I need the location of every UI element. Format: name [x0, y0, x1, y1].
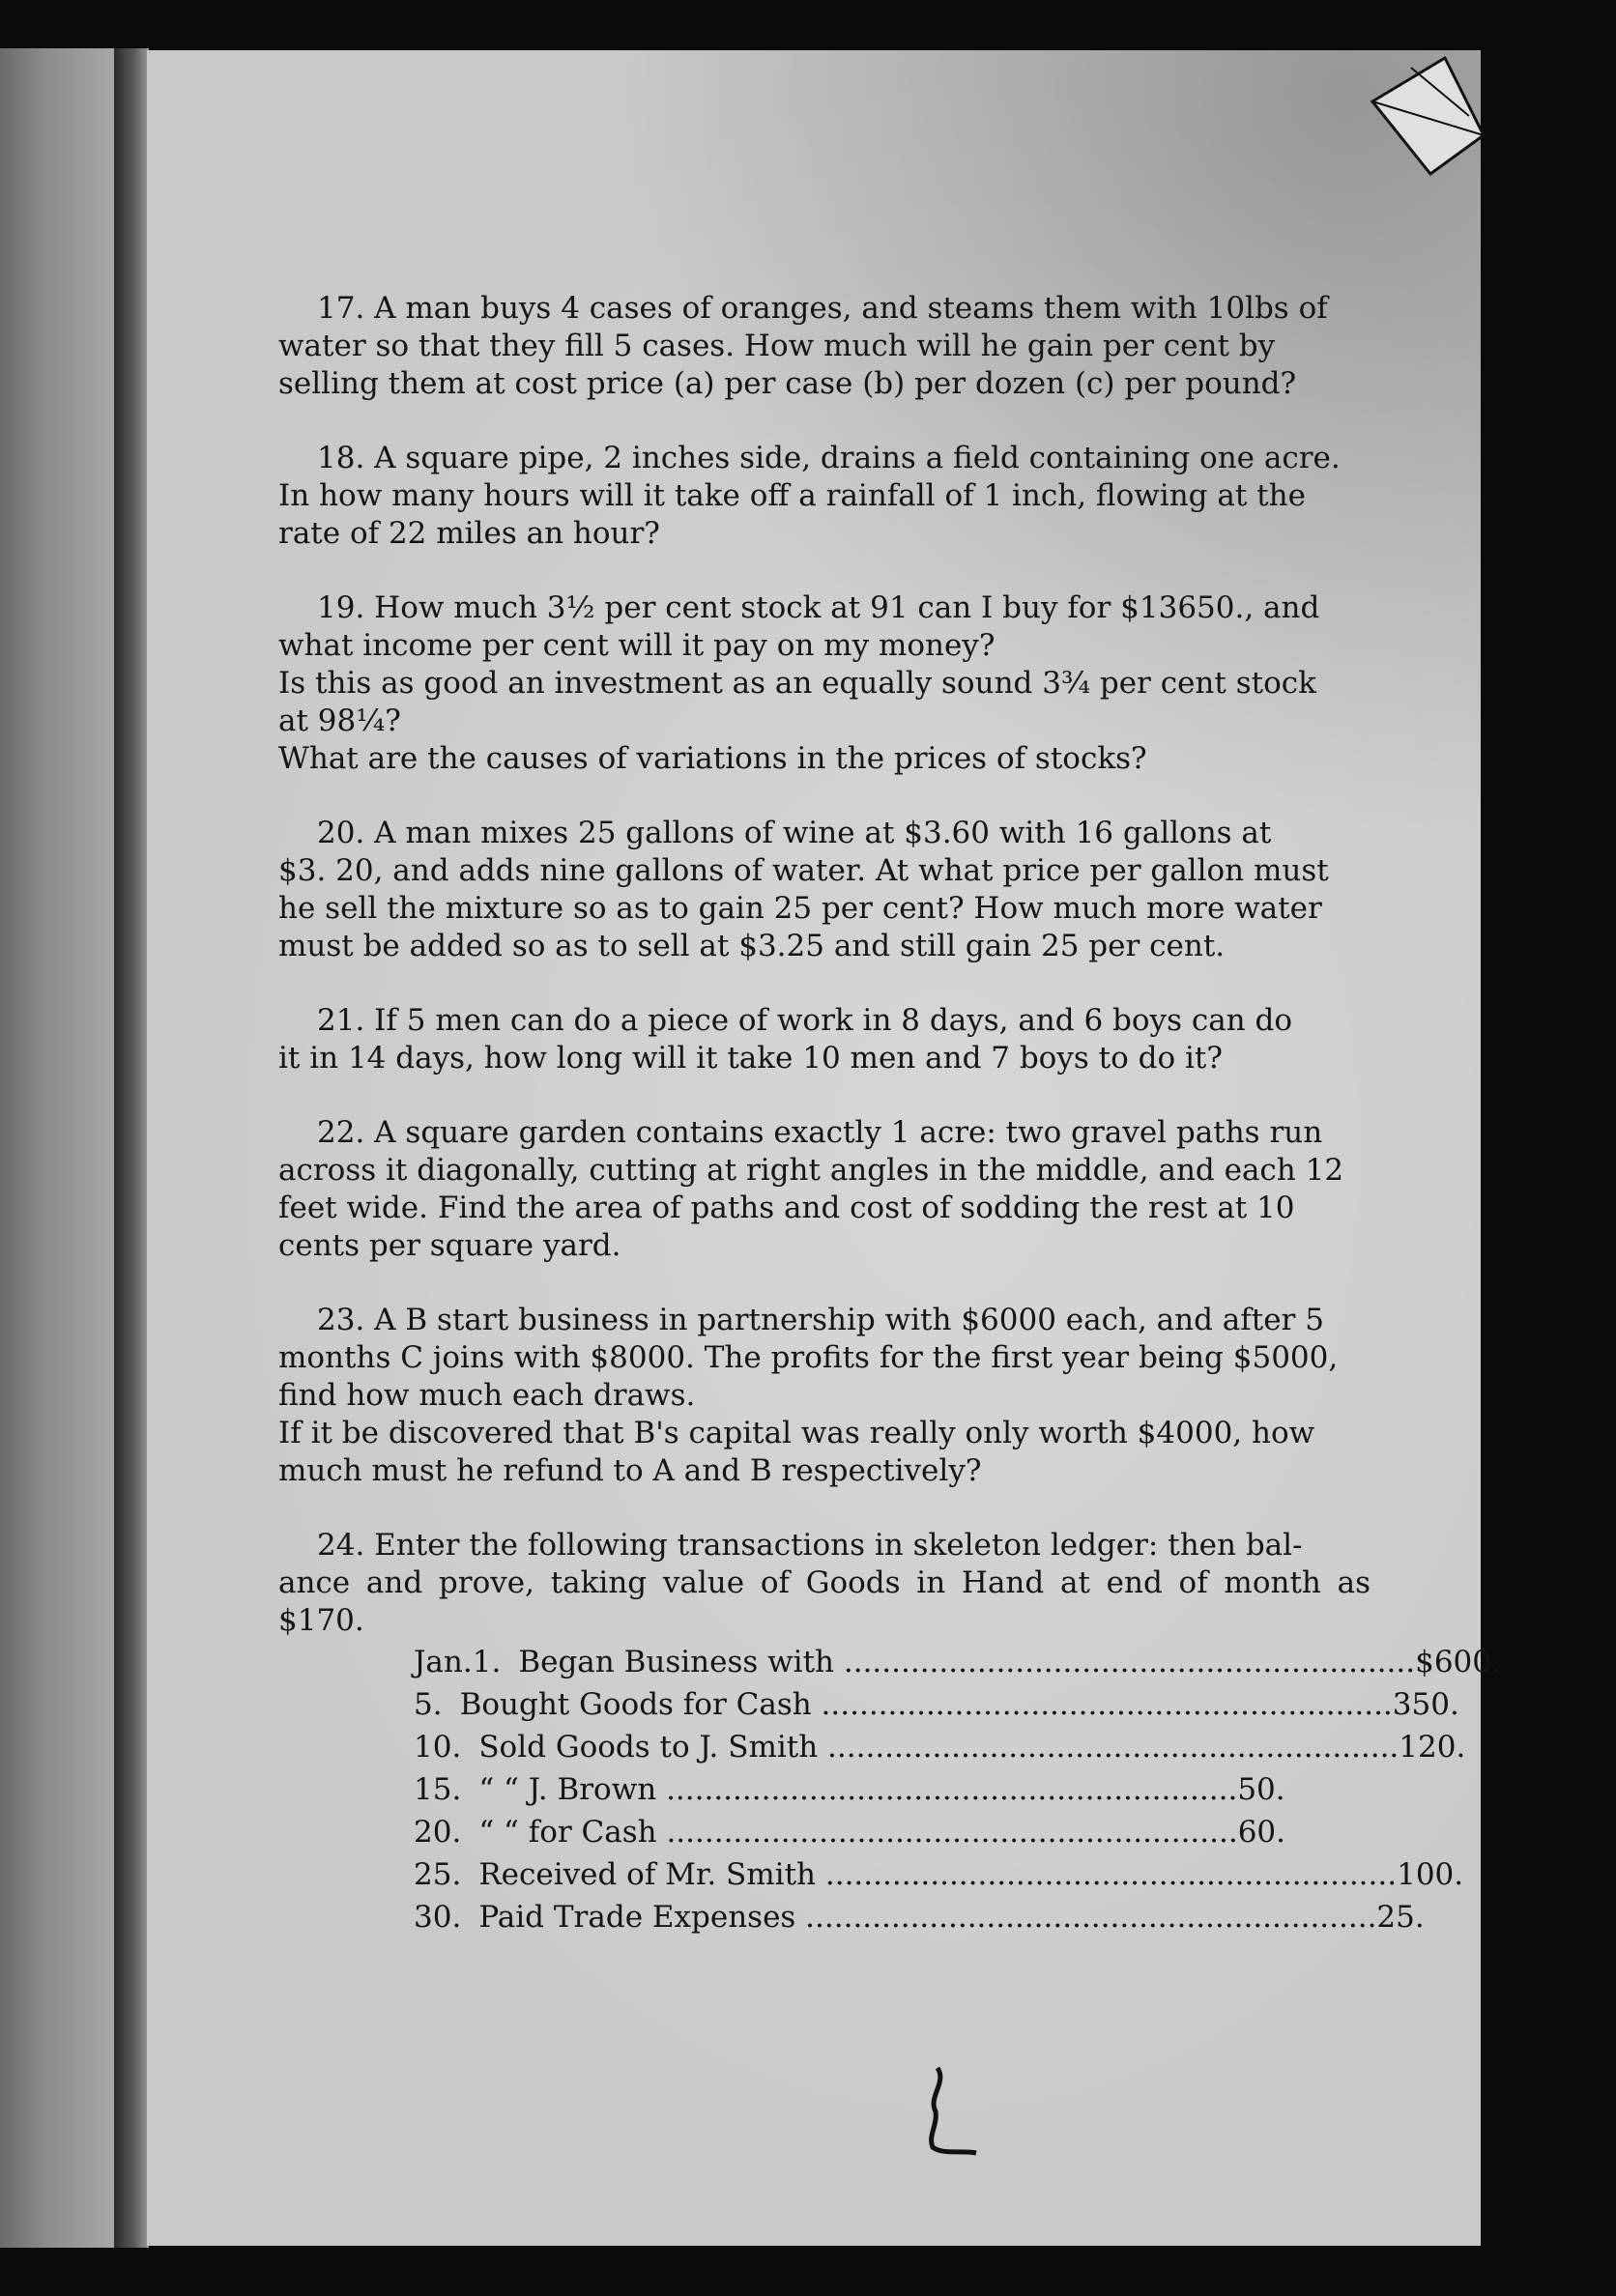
ledger-description: Sold Goods to J. Smith ............................................................ [478, 1730, 1400, 1765]
question-24 [278, 1527, 1501, 1941]
question-17 [278, 290, 1371, 403]
problem-list [278, 290, 1501, 1978]
question-text: $3. 20, and adds nine gallons of water. At what price per gallon must [278, 853, 1329, 888]
question-text: cents per square yard. [278, 1228, 621, 1263]
question-text: find how much each draws. [278, 1378, 696, 1413]
question-text: If it be discovered that B's capital was really only worth $4000, how [278, 1416, 1315, 1450]
question-text: A man mixes 25 gallons of wine at $3.60 with 16 gallons at [374, 816, 1272, 850]
question-number: 20. [317, 816, 365, 850]
ledger-transactions [414, 1644, 1501, 1941]
question-number: 24. [317, 1528, 365, 1563]
question-number: 22. [317, 1115, 365, 1150]
question-number: 23. [317, 1303, 365, 1337]
ledger-row [414, 1899, 1425, 1941]
book-gutter [114, 48, 149, 2248]
folded-corner-icon [1314, 48, 1488, 184]
question-text: In how many hours will it take off a rainfall of 1 inch, flowing at the [278, 478, 1306, 513]
question-text: What are the causes of variations in the prices of stocks? [278, 741, 1147, 776]
ledger-row [414, 1814, 1286, 1856]
question-18 [278, 440, 1371, 553]
question-text: rate of 22 miles an hour? [278, 516, 660, 551]
question-text: water so that they fill 5 cases. How much will he gain per cent by [278, 329, 1276, 363]
ledger-day: 15. [414, 1772, 462, 1807]
question-text: feet wide. Find the area of paths and cost of sodding the rest at 10 [278, 1191, 1295, 1225]
question-20 [278, 815, 1371, 965]
question-text: A square pipe, 2 inches side, drains a field containing one acre. [374, 441, 1341, 475]
question-text: Enter the following transactions in skeleton ledger: then bal- [374, 1528, 1303, 1563]
question-text: If 5 men can do a piece of work in 8 days, and 6 boys can do [374, 1003, 1293, 1038]
question-text: at 98¼? [278, 703, 401, 738]
question-21 [278, 1002, 1371, 1077]
ledger-amount: 25. [1376, 1900, 1425, 1935]
ledger-description: Paid Trade Expenses ............................................................ [478, 1900, 1377, 1935]
question-text: across it diagonally, cutting at right angles in the middle, and each 12 [278, 1153, 1344, 1188]
ledger-day: 10. [414, 1730, 462, 1765]
question-number: 21. [317, 1003, 365, 1038]
ledger-day: 25. [414, 1857, 462, 1892]
ledger-amount: $600. [1415, 1645, 1501, 1679]
question-text: ance and prove, taking value of Goods in Hand at end of month as $170. [278, 1565, 1371, 1638]
ledger-day: 20. [414, 1815, 462, 1850]
ledger-row [414, 1856, 1464, 1899]
question-text: months C joins with $8000. The profits for the first year being $5000, [278, 1340, 1339, 1375]
question-text: much must he refund to A and B respectively? [278, 1453, 982, 1488]
ledger-row [414, 1771, 1285, 1814]
question-text: Is this as good an investment as an equally sound 3¾ per cent stock [278, 666, 1316, 701]
ledger-day: 1. [472, 1645, 502, 1679]
ledger-row [414, 1729, 1466, 1771]
ledger-day: 5. [414, 1687, 443, 1722]
ledger-amount: 120. [1399, 1730, 1466, 1765]
ledger-amount: 100. [1397, 1857, 1464, 1892]
question-text: A B start business in partnership with $6000 each, and after 5 [374, 1303, 1324, 1337]
question-text: what income per cent will it pay on my money? [278, 628, 996, 663]
ledger-month: Jan. [414, 1645, 473, 1679]
question-text: A man buys 4 cases of oranges, and steams them with 10lbs of [374, 291, 1328, 326]
ledger-description: Bought Goods for Cash ............................................................ [459, 1687, 1393, 1722]
question-text: it in 14 days, how long will it take 10 men and 7 boys to do it? [278, 1041, 1223, 1076]
ledger-amount: 350. [1392, 1687, 1459, 1722]
ledger-amount: 50. [1237, 1772, 1285, 1807]
scan-border [1481, 50, 1616, 2246]
question-number: 19. [317, 590, 365, 625]
question-22 [278, 1114, 1371, 1265]
question-text: How much 3½ per cent stock at 91 can I buy for $13650., and [374, 590, 1320, 625]
question-text: A square garden contains exactly 1 acre: two gravel paths run [374, 1115, 1323, 1150]
ledger-day: 30. [414, 1900, 462, 1935]
question-text: must be added so as to sell at $3.25 and still gain 25 per cent. [278, 929, 1226, 963]
ledger-description: Received of Mr. Smith ............................................................ [478, 1857, 1398, 1892]
question-19 [278, 589, 1371, 778]
question-number: 18. [317, 441, 365, 475]
question-23 [278, 1302, 1371, 1490]
ledger-description: “ “ J. Brown ............................................................ [478, 1772, 1238, 1807]
ledger-description: Began Business with ............................................................ [518, 1645, 1416, 1679]
left-page-edge [0, 48, 114, 2248]
ledger-row [414, 1686, 1459, 1729]
question-text: selling them at cost price (a) per case (b) per dozen (c) per pound? [278, 366, 1297, 401]
ledger-row [414, 1644, 1501, 1686]
ledger-description: “ “ for Cash ............................................................ [478, 1815, 1238, 1850]
ledger-amount: 60. [1237, 1815, 1286, 1850]
ink-mark [909, 2058, 996, 2165]
question-text: he sell the mixture so as to gain 25 per cent? How much more water [278, 891, 1322, 926]
question-number: 17. [317, 291, 365, 326]
